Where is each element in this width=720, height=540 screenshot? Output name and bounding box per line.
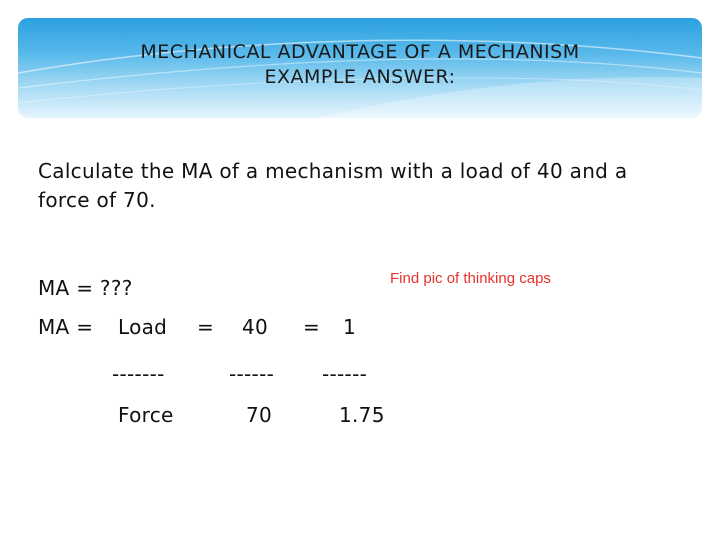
- question-text: [38, 157, 698, 215]
- slide-title: [18, 40, 702, 90]
- fraction-2-numerator: 40: [242, 315, 269, 339]
- fraction-1-denominator: Force: [118, 403, 174, 427]
- fraction-3-numerator: 1: [343, 315, 357, 339]
- ma-label: MA =: [38, 315, 94, 339]
- question-line-2: force of 70.: [38, 188, 156, 212]
- step-1-equation: MA = ???: [38, 276, 133, 300]
- fraction-3-bar: ------: [322, 362, 368, 386]
- equals-sign-1: =: [197, 315, 215, 339]
- title-line-2: EXAMPLE ANSWER:: [264, 66, 456, 88]
- fraction-2-denominator: 70: [246, 403, 273, 427]
- fraction-3-denominator: 1.75: [339, 403, 385, 427]
- title-line-1: MECHANICAL ADVANTAGE OF A MECHANISM: [140, 41, 580, 63]
- fraction-2-bar: ------: [229, 362, 275, 386]
- question-line-1: Calculate the MA of a mechanism with a load of 40 and a: [38, 159, 628, 183]
- red-note: Find pic of thinking caps: [390, 270, 551, 287]
- fraction-1-bar: -------: [112, 362, 165, 386]
- equals-sign-2: =: [303, 315, 321, 339]
- fraction-1-numerator: Load: [118, 315, 168, 339]
